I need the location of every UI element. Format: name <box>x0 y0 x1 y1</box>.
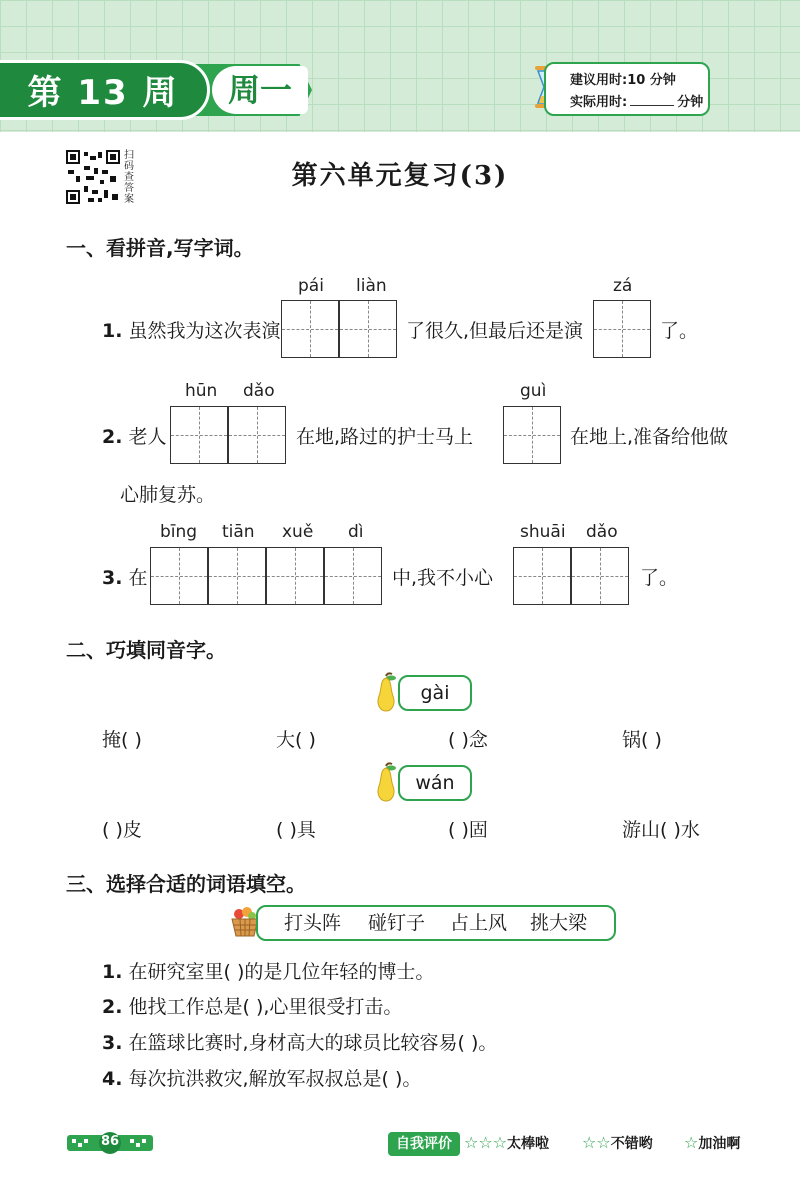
writing-cell[interactable] <box>170 406 228 464</box>
day-label: 周一 <box>212 66 308 114</box>
rating-stars-1[interactable] <box>684 1133 740 1153</box>
suggested-time: 建议用时:10 分钟 <box>570 73 676 88</box>
question-text: 在篮球比赛时,身材高大的球员比较容易( )。 <box>128 1032 498 1054</box>
star-icon: ☆ <box>684 1133 699 1152</box>
pinyin: bīng <box>160 522 198 542</box>
section2-heading: 二、巧填同音字。 <box>66 638 226 662</box>
question <box>102 992 402 1019</box>
pear-icon <box>372 672 400 712</box>
text-segment: 虽然我为这次表演 <box>128 320 281 342</box>
actual-time <box>570 91 703 110</box>
writing-cell[interactable] <box>281 300 339 358</box>
pinyin: dǎo <box>243 381 275 401</box>
word-option: 碰钉子 <box>368 912 426 934</box>
pinyin: guì <box>520 381 547 401</box>
fill-item[interactable]: 大( ) <box>276 729 316 751</box>
question-text <box>102 422 167 449</box>
writing-cell[interactable] <box>503 406 561 464</box>
fill-item[interactable]: 锅( ) <box>622 729 662 751</box>
pinyin: dǎo <box>586 522 618 542</box>
fill-item[interactable]: ( )皮 <box>102 819 142 841</box>
time-box <box>544 62 710 116</box>
question-number: 1. <box>102 320 123 342</box>
question-number: 4. <box>102 1068 123 1090</box>
actual-time-blank[interactable] <box>630 93 674 106</box>
actual-time-unit: 分钟 <box>677 95 704 110</box>
self-eval-label: 自我评价 <box>388 1132 460 1156</box>
writing-cell[interactable] <box>339 300 397 358</box>
question <box>102 1064 421 1091</box>
qr-label: 扫码查答案 <box>124 150 134 205</box>
question-text: 每次抗洪救灾,解放军叔叔总是( )。 <box>128 1068 422 1090</box>
writing-cell[interactable] <box>208 547 266 605</box>
pinyin: pái <box>298 276 324 296</box>
text-segment: 老人 <box>128 426 167 448</box>
week-label: 第 13 周 <box>0 60 210 120</box>
self-evaluation <box>388 1132 758 1156</box>
section1-heading: 一、看拼音,写字词。 <box>66 236 254 260</box>
rating-stars-3[interactable] <box>464 1133 549 1153</box>
rating-stars-2[interactable] <box>582 1133 653 1153</box>
question-number: 3. <box>102 1032 123 1054</box>
actual-time-label: 实际用时: <box>570 95 628 110</box>
writing-cell[interactable] <box>593 300 651 358</box>
question-text <box>102 316 281 343</box>
text-segment: 了。 <box>640 567 679 589</box>
page-number: 86 <box>100 1134 120 1149</box>
text-segment: 在地,路过的护士马上 <box>296 426 474 448</box>
writing-cell[interactable] <box>228 406 286 464</box>
writing-cell[interactable] <box>324 547 382 605</box>
section3-heading: 三、选择合适的词语填空。 <box>66 872 306 896</box>
question-number: 2. <box>102 996 123 1018</box>
writing-cell[interactable] <box>266 547 324 605</box>
question-text: 在研究室里( )的是几位年轻的博士。 <box>128 961 435 983</box>
pinyin-pill: gài <box>398 675 472 711</box>
star-icon: ☆☆ <box>582 1133 611 1152</box>
question-number: 1. <box>102 961 123 983</box>
pinyin: shuāi <box>520 522 566 542</box>
star-icon: ☆☆☆ <box>464 1133 508 1152</box>
pinyin-pill: wán <box>398 765 472 801</box>
fill-item[interactable]: ( )固 <box>448 819 488 841</box>
page-title: 第六单元复习(3) <box>291 161 509 191</box>
pinyin: liàn <box>356 276 387 296</box>
writing-cell[interactable] <box>571 547 629 605</box>
fill-item[interactable]: 游山( )水 <box>622 819 700 841</box>
fill-item[interactable]: ( )具 <box>276 819 316 841</box>
rating-label: 不错哟 <box>610 1136 653 1152</box>
word-option: 挑大梁 <box>530 912 588 934</box>
text-segment: 在 <box>128 567 148 589</box>
fill-item[interactable]: 掩( ) <box>102 729 142 751</box>
pinyin: hūn <box>185 381 218 401</box>
pinyin: xuě <box>282 522 314 542</box>
writing-cell[interactable] <box>150 547 208 605</box>
pinyin: dì <box>348 522 364 542</box>
word-bank <box>256 905 616 941</box>
rating-label: 太棒啦 <box>507 1136 550 1152</box>
question <box>102 957 434 984</box>
pear-icon <box>372 762 400 802</box>
question-number: 3. <box>102 567 123 589</box>
pinyin: zá <box>613 276 633 296</box>
fill-item[interactable]: ( )念 <box>448 729 488 751</box>
question-text: 他找工作总是( ),心里很受打击。 <box>128 996 403 1018</box>
text-segment: 心肺复苏。 <box>120 484 216 506</box>
question-number: 2. <box>102 426 123 448</box>
rating-label: 加油啊 <box>698 1136 741 1152</box>
word-option: 打头阵 <box>284 912 342 934</box>
pinyin: tiān <box>222 522 255 542</box>
text-segment: 了很久,但最后还是演 <box>406 320 584 342</box>
text-segment: 在地上,准备给他做 <box>570 426 729 448</box>
text-segment: 中,我不小心 <box>392 567 494 589</box>
question <box>102 1028 497 1055</box>
page-number-badge <box>66 1132 154 1154</box>
word-option: 占上风 <box>450 912 508 934</box>
question-text <box>102 563 148 590</box>
text-segment: 了。 <box>660 320 699 342</box>
writing-cell[interactable] <box>513 547 571 605</box>
